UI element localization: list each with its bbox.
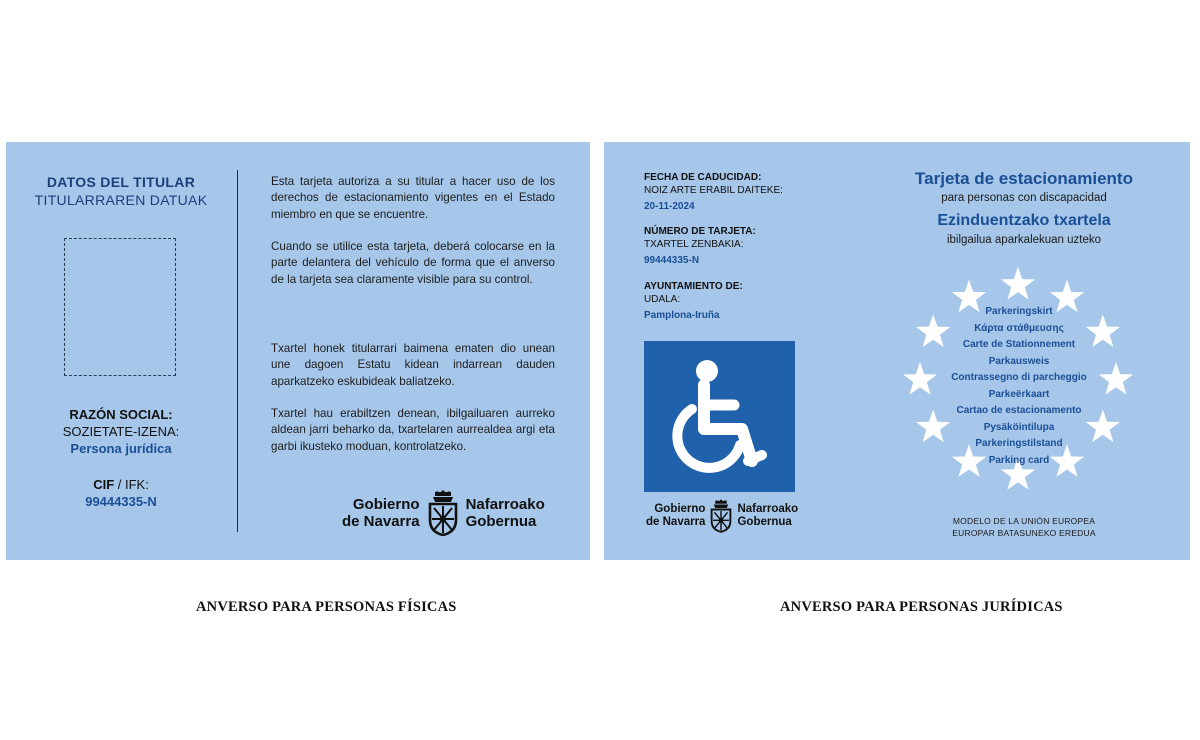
cif-label-rest: / IFK:: [114, 477, 149, 492]
gov-name-es: [342, 496, 420, 531]
caption-right: ANVERSO PARA PERSONAS JURÍDICAS: [780, 599, 1063, 615]
parking-name-3: Parkausweis: [988, 355, 1050, 367]
paragraph-eu-2: Txartel hau erabiltzen denean, ibilgailuaren aurreko aldean jarri beharko da, txartelaren aurrealdea argi eta garbi ikusteko moduan, kontrolatzeko.: [271, 407, 555, 453]
gov-name-es-small-line2: de Navarra: [646, 516, 706, 528]
vertical-divider: [237, 170, 238, 532]
card-subtitle-eu: ibilgailua aparkalekuan uzteko: [946, 234, 1102, 246]
parking-name-4: Contrassegno di parcheggio: [951, 372, 1087, 383]
parking-name-7: Pysäköintilupa: [983, 421, 1055, 433]
parking-name-5: Parkeërkaart: [988, 388, 1050, 400]
razon-social-value: Persona jurídica: [70, 441, 172, 456]
parking-card-names: [919, 304, 1119, 469]
council-value: Pamplona-Iruña: [644, 310, 720, 321]
gov-name-es-small-line1: Gobierno: [654, 502, 706, 515]
navarra-coat-of-arms-icon: [425, 490, 461, 536]
cif-label-bold: CIF: [93, 477, 115, 492]
gov-name-eu-line1: Nafarroako: [465, 495, 545, 513]
card-number-label-eu: TXARTEL ZENBAKIA:: [644, 239, 744, 250]
council-label-eu: UDALA:: [644, 294, 681, 305]
card-number-value: 99444335-N: [644, 255, 700, 266]
parking-name-8: Parkeringstilstand: [975, 438, 1063, 449]
parking-name-9: Parking card: [988, 454, 1050, 466]
gov-name-eu-line2: Gobernua: [465, 513, 537, 530]
card-number-label: NÚMERO DE TARJETA:: [644, 226, 756, 237]
cif-value: 99444335-N: [85, 494, 157, 509]
council-label: AYUNTAMIENTO DE:: [644, 281, 743, 292]
gov-name-eu: [466, 496, 545, 531]
photo-placeholder: [64, 238, 176, 376]
expiry-label: FECHA DE CADUCIDAD:: [644, 172, 762, 183]
parking-name-0: Parkeringskirt: [985, 306, 1053, 317]
parking-name-2: Carte de Stationnement: [962, 339, 1076, 350]
gov-name-eu-small-line2: Gobernua: [737, 516, 792, 528]
paragraph-es-1: Esta tarjeta autoriza a su titular a hacer uso de los derechos de estacionamiento vigentes en el Estado miembro en que se encuentre.: [271, 175, 555, 221]
holder-subtitle: TITULARRAREN DATUAK: [34, 192, 208, 208]
gobierno-navarra-logo: [342, 490, 545, 536]
eu-star-icon: [1001, 267, 1035, 300]
parking-name-1: Κάρτα στάθμευσης: [974, 322, 1064, 334]
cif-label: [6, 477, 236, 492]
card-title-es: Tarjeta de estacionamiento: [915, 169, 1133, 188]
card-legal-persons: [604, 142, 1190, 560]
paragraph-es-2: Cuando se utilice esta tarjeta, deberá colocarse en la parte delantera del vehículo de forma que el anverso de la tarjeta sea claramente visible para su control.: [271, 240, 555, 286]
paragraph-eu-1: Txartel honek titularrari baimena ematen dio unean une dagoen Estatu kidean indarrean dauden aparkatzeko eskubideak baliatzeko.: [271, 342, 555, 388]
card-natural-persons: [6, 142, 590, 560]
eu-model-label-eu: EUROPAR BATASUNEKO EREDUA: [952, 528, 1096, 538]
razon-social-label: RAZÓN SOCIAL:: [69, 407, 173, 422]
gov-name-es-line2: de Navarra: [342, 513, 420, 530]
card-subtitle-es: para personas con discapacidad: [941, 192, 1107, 204]
expiry-label-eu: NOIZ ARTE ERABIL DAITEKE:: [644, 185, 783, 196]
expiry-value: 20-11-2024: [644, 201, 695, 212]
eu-model-label: MODELO DE LA UNIÓN EUROPEA: [952, 516, 1096, 526]
parking-name-6: Cartao de estacionamento: [956, 405, 1082, 416]
gov-name-eu-small-line1: Nafarroako: [737, 502, 799, 515]
gov-name-es-line1: Gobierno: [352, 495, 420, 513]
holder-title: DATOS DEL TITULAR: [46, 174, 196, 190]
sozietate-izena-label: SOZIETATE-IZENA:: [62, 424, 180, 439]
caption-left: ANVERSO PARA PERSONAS FÍSICAS: [196, 599, 457, 615]
card-title-eu: Ezinduentzako txartela: [937, 212, 1111, 229]
